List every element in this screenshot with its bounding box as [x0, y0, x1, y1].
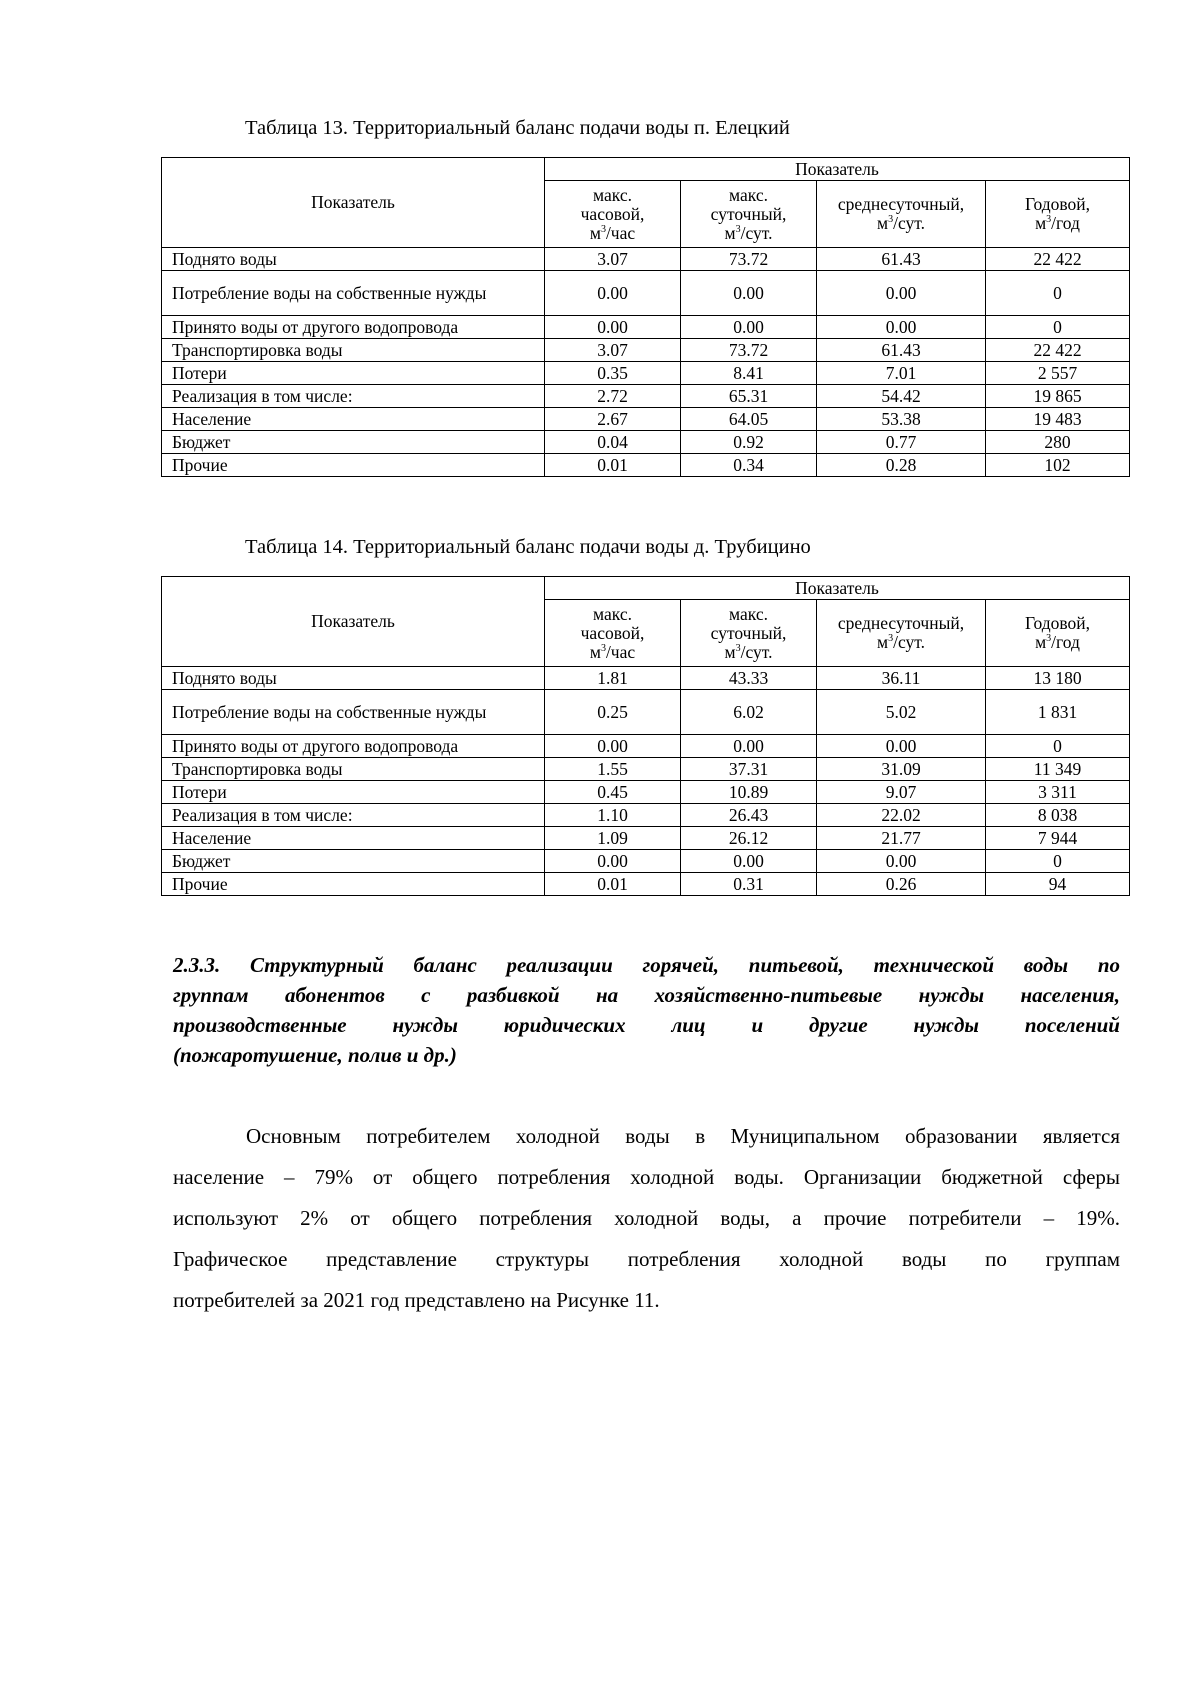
table-row [162, 804, 1130, 827]
header-max-daily: макс. суточный, $м^3$/сут. [681, 600, 817, 667]
row-label: Транспортировка воды [162, 758, 545, 781]
table-row [162, 758, 1130, 781]
table-row [162, 316, 1130, 339]
cell-value: 0 [986, 316, 1130, 339]
cell-value: 10.89 [681, 781, 817, 804]
table-row [162, 690, 1130, 735]
table-14-caption: Таблица 14. Территориальный баланс подачи воды д. Трубицино [245, 536, 811, 558]
heading-line: 2.3.3. Структурный баланс реализации горячей, питьевой, технической воды по [173, 953, 1120, 977]
row-label: Прочие [162, 454, 545, 477]
row-label: Потери [162, 781, 545, 804]
cell-value: 0.00 [545, 735, 681, 758]
cell-value: 0.31 [681, 873, 817, 896]
row-label: Бюджет [162, 850, 545, 873]
table-row [162, 667, 1130, 690]
cell-value: 26.43 [681, 804, 817, 827]
cell-value: 8.41 [681, 362, 817, 385]
cell-value: 0 [986, 271, 1130, 316]
table-row [162, 385, 1130, 408]
cell-value: 0.00 [681, 735, 817, 758]
cell-value: 53.38 [817, 408, 986, 431]
cell-value: 65.31 [681, 385, 817, 408]
cell-value: 73.72 [681, 248, 817, 271]
row-label: Бюджет [162, 431, 545, 454]
cell-value: 0 [986, 850, 1130, 873]
table-row [162, 781, 1130, 804]
cell-value: 8 038 [986, 804, 1130, 827]
header-group: Показатель [545, 158, 1130, 181]
header-max-hourly: макс. часовой, $м^3$/час [545, 600, 681, 667]
cell-value: 2 557 [986, 362, 1130, 385]
header-group: Показатель [545, 577, 1130, 600]
cell-value: 7 944 [986, 827, 1130, 850]
cell-value: 54.42 [817, 385, 986, 408]
cell-value: 3.07 [545, 339, 681, 362]
cell-value: 37.31 [681, 758, 817, 781]
cell-value: 0.00 [545, 850, 681, 873]
cell-value: 2.67 [545, 408, 681, 431]
cell-value: 0.00 [545, 316, 681, 339]
header-indicator: Показатель [162, 577, 545, 667]
cell-value: 3 311 [986, 781, 1130, 804]
cell-value: 36.11 [817, 667, 986, 690]
header-annual: Годовой, $м^3$/год [986, 600, 1130, 667]
cell-value: 22 422 [986, 248, 1130, 271]
cell-value: 0.28 [817, 454, 986, 477]
cell-value: 0.00 [817, 735, 986, 758]
header-indicator: Показатель [162, 158, 545, 248]
cell-value: 0.01 [545, 454, 681, 477]
cell-value: 3.07 [545, 248, 681, 271]
header-annual: Годовой, $м^3$/год [986, 181, 1130, 248]
table-13 [161, 157, 1130, 477]
cell-value: 94 [986, 873, 1130, 896]
cell-value: 0.00 [545, 271, 681, 316]
cell-value: 0.45 [545, 781, 681, 804]
cell-value: 64.05 [681, 408, 817, 431]
cell-value: 0.00 [681, 271, 817, 316]
cell-value: 0.00 [817, 850, 986, 873]
row-label: Потери [162, 362, 545, 385]
cell-value: 11 349 [986, 758, 1130, 781]
header-avg-daily: среднесуточный, $м^3$/сут. [817, 600, 986, 667]
cell-value: 21.77 [817, 827, 986, 850]
cell-value: 0.34 [681, 454, 817, 477]
paragraph-line: Основным потребителем холодной воды в Муниципальном образовании является [246, 1124, 1120, 1148]
table-14 [161, 576, 1130, 896]
table-row [162, 850, 1130, 873]
cell-value: 7.01 [817, 362, 986, 385]
cell-value: 26.12 [681, 827, 817, 850]
cell-value: 61.43 [817, 339, 986, 362]
paragraph-line: население – 79% от общего потребления холодной воды. Организации бюджетной сферы [173, 1165, 1120, 1189]
cell-value: 280 [986, 431, 1130, 454]
cell-value: 2.72 [545, 385, 681, 408]
table-row [162, 454, 1130, 477]
cell-value: 43.33 [681, 667, 817, 690]
table-row [162, 339, 1130, 362]
cell-value: 19 865 [986, 385, 1130, 408]
row-label: Потребление воды на собственные нужды [162, 690, 545, 735]
cell-value: 0.77 [817, 431, 986, 454]
cell-value: 1 831 [986, 690, 1130, 735]
header-avg-daily: среднесуточный, $м^3$/сут. [817, 181, 986, 248]
row-label: Население [162, 827, 545, 850]
row-label: Реализация в том числе: [162, 385, 545, 408]
cell-value: 0.04 [545, 431, 681, 454]
cell-value: 9.07 [817, 781, 986, 804]
cell-value: 22.02 [817, 804, 986, 827]
header-max-daily: макс. суточный, $м^3$/сут. [681, 181, 817, 248]
row-label: Поднято воды [162, 248, 545, 271]
body-paragraph [173, 1116, 1120, 1321]
header-max-hourly: макс. часовой, $м^3$/час [545, 181, 681, 248]
cell-value: 0.92 [681, 431, 817, 454]
cell-value: 1.55 [545, 758, 681, 781]
cell-value: 0 [986, 735, 1130, 758]
cell-value: 0.35 [545, 362, 681, 385]
paragraph-line: Графическое представление структуры потребления холодной воды по группам [173, 1247, 1120, 1271]
row-label: Принято воды от другого водопровода [162, 316, 545, 339]
cell-value: 22 422 [986, 339, 1130, 362]
table-row [162, 248, 1130, 271]
row-label: Транспортировка воды [162, 339, 545, 362]
cell-value: 0.26 [817, 873, 986, 896]
table-row [162, 873, 1130, 896]
section-heading [173, 950, 1120, 1070]
row-label: Прочие [162, 873, 545, 896]
table-row [162, 735, 1130, 758]
table-row [162, 431, 1130, 454]
row-label: Население [162, 408, 545, 431]
heading-line: (пожаротушение, полив и др.) [173, 1043, 457, 1067]
cell-value: 0.25 [545, 690, 681, 735]
paragraph-line: потребителей за 2021 год представлено на Рисунке 11. [173, 1288, 660, 1312]
table-row [162, 408, 1130, 431]
cell-value: 73.72 [681, 339, 817, 362]
heading-line: группам абонентов с разбивкой на хозяйственно-питьевые нужды населения, [173, 983, 1120, 1007]
row-label: Принято воды от другого водопровода [162, 735, 545, 758]
cell-value: 61.43 [817, 248, 986, 271]
cell-value: 0.00 [817, 316, 986, 339]
cell-value: 1.81 [545, 667, 681, 690]
paragraph-line: используют 2% от общего потребления холодной воды, а прочие потребители – 19%. [173, 1206, 1120, 1230]
cell-value: 0.00 [681, 850, 817, 873]
table-row [162, 271, 1130, 316]
heading-line: производственные нужды юридических лиц и другие нужды поселений [173, 1013, 1120, 1037]
cell-value: 1.10 [545, 804, 681, 827]
cell-value: 31.09 [817, 758, 986, 781]
cell-value: 0.00 [681, 316, 817, 339]
cell-value: 102 [986, 454, 1130, 477]
row-label: Реализация в том числе: [162, 804, 545, 827]
cell-value: 13 180 [986, 667, 1130, 690]
cell-value: 5.02 [817, 690, 986, 735]
cell-value: 6.02 [681, 690, 817, 735]
cell-value: 0.00 [817, 271, 986, 316]
table-13-caption: Таблица 13. Территориальный баланс подачи воды п. Елецкий [245, 117, 790, 139]
table-row [162, 827, 1130, 850]
cell-value: 19 483 [986, 408, 1130, 431]
cell-value: 1.09 [545, 827, 681, 850]
table-row [162, 362, 1130, 385]
cell-value: 0.01 [545, 873, 681, 896]
row-label: Потребление воды на собственные нужды [162, 271, 545, 316]
row-label: Поднято воды [162, 667, 545, 690]
